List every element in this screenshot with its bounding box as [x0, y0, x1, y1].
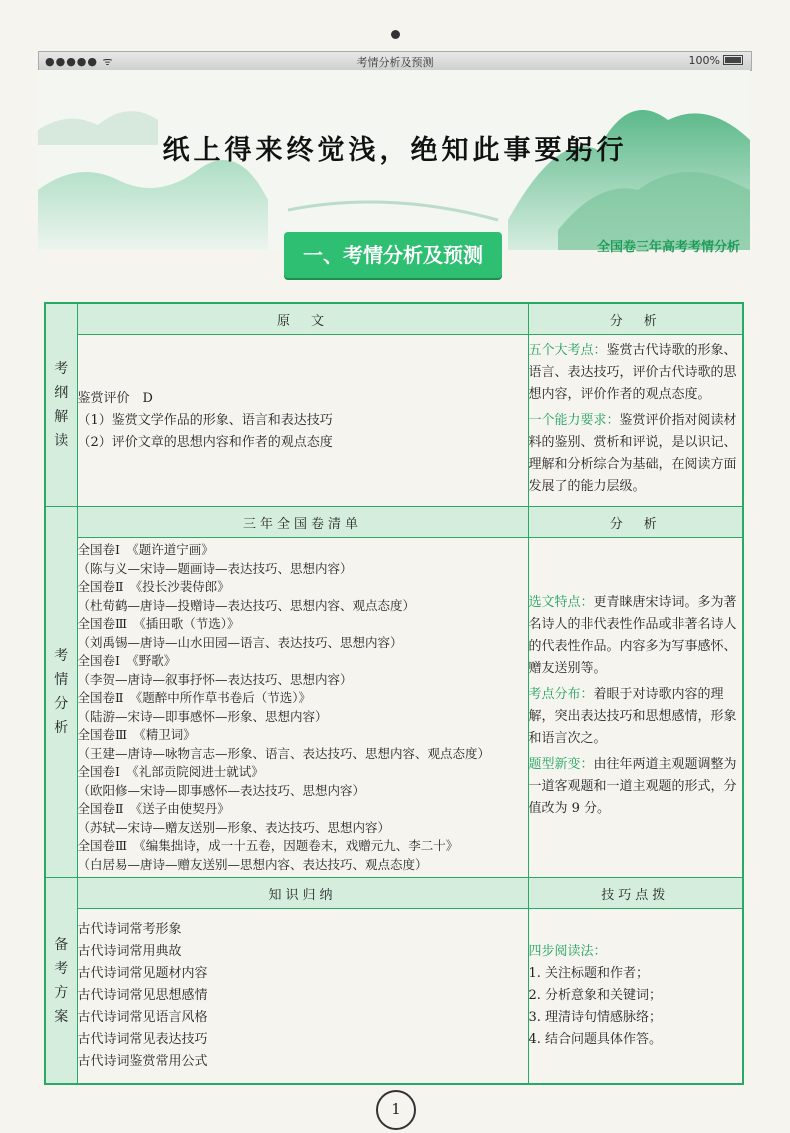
- prep-side-label: [45, 878, 77, 1085]
- prep-line: 古代诗词常见语言风格: [77, 1010, 208, 1025]
- motto-heading: 纸上得来终觉浅，绝知此事要躬行: [162, 135, 628, 166]
- tip-line: 2. 分析意象和关键词；: [528, 988, 663, 1003]
- tips-label: 四步阅读法：: [528, 944, 607, 959]
- outline-line: （2）评价文章的思想内容和作者的观点态度: [77, 434, 333, 450]
- signal-icon: ●●●●● ᯤ: [45, 55, 114, 68]
- prep-col1-header: 知识归纳: [77, 878, 528, 909]
- outline-side-label: [45, 303, 77, 507]
- exam-line: 全国卷Ⅱ 《题醉中所作草书卷后（节选）》: [77, 690, 311, 705]
- section-subtitle: 全国卷三年高考考情分析: [596, 240, 740, 255]
- side-char: 考: [54, 960, 69, 977]
- exam-list: [77, 538, 528, 878]
- outline-line: （1）鉴赏文学作品的形象、语言和表达技巧: [77, 412, 333, 428]
- side-char: 分: [54, 696, 69, 712]
- exam-line: 全国卷Ⅲ 《精卫词》: [77, 727, 196, 742]
- analysis-label: 选文特点：: [528, 594, 594, 610]
- side-char: 纲: [54, 385, 69, 401]
- exam-line: （陆游—宋诗—即事感怀—形象、思想内容）: [77, 708, 328, 724]
- exam-line: （刘禹锡—唐诗—山水田园—语言、表达技巧、思想内容）: [77, 634, 403, 650]
- exam-line: （王建—唐诗—咏物言志—形象、语言、表达技巧、思想内容、观点态度）: [77, 745, 491, 761]
- analysis-table: [44, 302, 744, 1085]
- tip-line: 1. 关注标题和作者；: [528, 966, 650, 981]
- battery-indicator: [689, 54, 743, 67]
- battery-percent: 100%: [688, 54, 720, 67]
- analysis-label: 题型新变：: [528, 756, 594, 772]
- side-char: 析: [54, 720, 69, 736]
- side-char: 读: [54, 433, 69, 449]
- exam-col2-header: 分 析: [528, 507, 743, 538]
- outline-analysis: [528, 335, 743, 507]
- side-char: 备: [54, 936, 69, 953]
- prep-line: 古代诗词常见思想感情: [77, 988, 208, 1003]
- prep-line: 古代诗词常见题材内容: [77, 966, 208, 981]
- analysis-text: 着眼于对诗歌内容的理解，突出表达技巧和思想感情，形象和语言次之。: [528, 686, 737, 746]
- outline-text: [77, 335, 528, 507]
- section-title: 一、考情分析及预测: [284, 232, 502, 278]
- side-char: 考: [54, 648, 69, 664]
- exam-line: （欧阳修—宋诗—即事感怀—表达技巧、思想内容）: [77, 782, 366, 798]
- analysis-text: 由往年两道主观题调整为一道客观题和一道主观题的形式，分值改为 9 分。: [528, 756, 737, 816]
- outline-col2-header: 分 析: [528, 303, 743, 335]
- analysis-text: 更青睐唐宋诗词。多为著名诗人的非代表性作品或非著名诗人的代表性作品。内容多为写事感怀、赠友送别等。: [528, 594, 737, 676]
- binding-hole: [391, 30, 400, 39]
- exam-side-label: [45, 507, 77, 878]
- exam-line: （白居易—唐诗—赠友送别—思想内容、表达技巧、观点态度）: [77, 856, 428, 872]
- tip-line: 4. 结合问题具体作答。: [528, 1032, 663, 1047]
- exam-line: （杜荀鹤—唐诗—投赠诗—表达技巧、思想内容、观点态度）: [77, 597, 416, 613]
- side-char: 情: [54, 672, 69, 688]
- prep-line: 古代诗词常考形象: [77, 922, 182, 937]
- analysis-label: 一个能力要求：: [528, 412, 620, 428]
- analysis-text: 鉴赏评价指对阅读材料的鉴别、赏析和评说，是以识记、理解和分析综合为基础，在阅读方面发展了的能力层级。: [528, 412, 737, 494]
- exam-line: 全国卷Ⅲ 《编集拙诗，成一十五卷，因题卷末，戏赠元九、李二十》: [77, 838, 459, 853]
- exam-line: 全国卷Ⅱ 《投长沙裴侍郎》: [77, 579, 230, 594]
- side-char: 考: [54, 361, 69, 377]
- exam-analysis: [528, 538, 743, 878]
- prep-list: [77, 909, 528, 1085]
- battery-icon: [723, 55, 743, 65]
- exam-line: 全国卷Ⅰ 《野歌》: [77, 653, 177, 668]
- exam-col1-header: 三年全国卷清单: [77, 507, 528, 538]
- exam-line: （李贺—唐诗—叙事抒怀—表达技巧、思想内容）: [77, 671, 353, 687]
- analysis-label: 五个大考点：: [528, 342, 607, 358]
- outline-line: 鉴赏评价 D: [77, 390, 153, 406]
- status-bar: [38, 51, 752, 71]
- side-char: 解: [54, 409, 69, 425]
- prep-col2-header: 技巧点拨: [528, 878, 743, 909]
- outline-col1-header: 原 文: [77, 303, 528, 335]
- page-number: 1: [376, 1090, 416, 1130]
- side-char: 方: [54, 984, 69, 1001]
- exam-line: 全国卷Ⅱ 《送子由使契丹》: [77, 801, 230, 816]
- exam-line: （苏轼—宋诗—赠友送别—形象、表达技巧、思想内容）: [77, 819, 391, 835]
- exam-line: （陈与义—宋诗—题画诗—表达技巧、思想内容）: [77, 560, 353, 576]
- prep-line: 古代诗词鉴赏常用公式: [77, 1054, 208, 1069]
- analysis-label: 考点分布：: [528, 686, 594, 702]
- analysis-text: 鉴赏古代诗歌的形象、语言、表达技巧，评价古代诗歌的思想内容，评价作者的观点态度。: [528, 342, 737, 402]
- exam-line: 全国卷Ⅰ 《礼部贡院阅进士就试》: [77, 764, 264, 779]
- exam-line: 全国卷Ⅲ 《插田歌（节选）》: [77, 616, 240, 631]
- side-char: 案: [54, 1008, 69, 1025]
- tip-line: 3. 理清诗句情感脉络；: [528, 1010, 663, 1025]
- prep-tips: [528, 909, 743, 1085]
- prep-line: 古代诗词常用典故: [77, 944, 182, 959]
- prep-line: 古代诗词常见表达技巧: [77, 1032, 208, 1047]
- status-title: 考情分析及预测: [356, 56, 434, 69]
- exam-line: 全国卷Ⅰ 《题许道宁画》: [77, 542, 214, 557]
